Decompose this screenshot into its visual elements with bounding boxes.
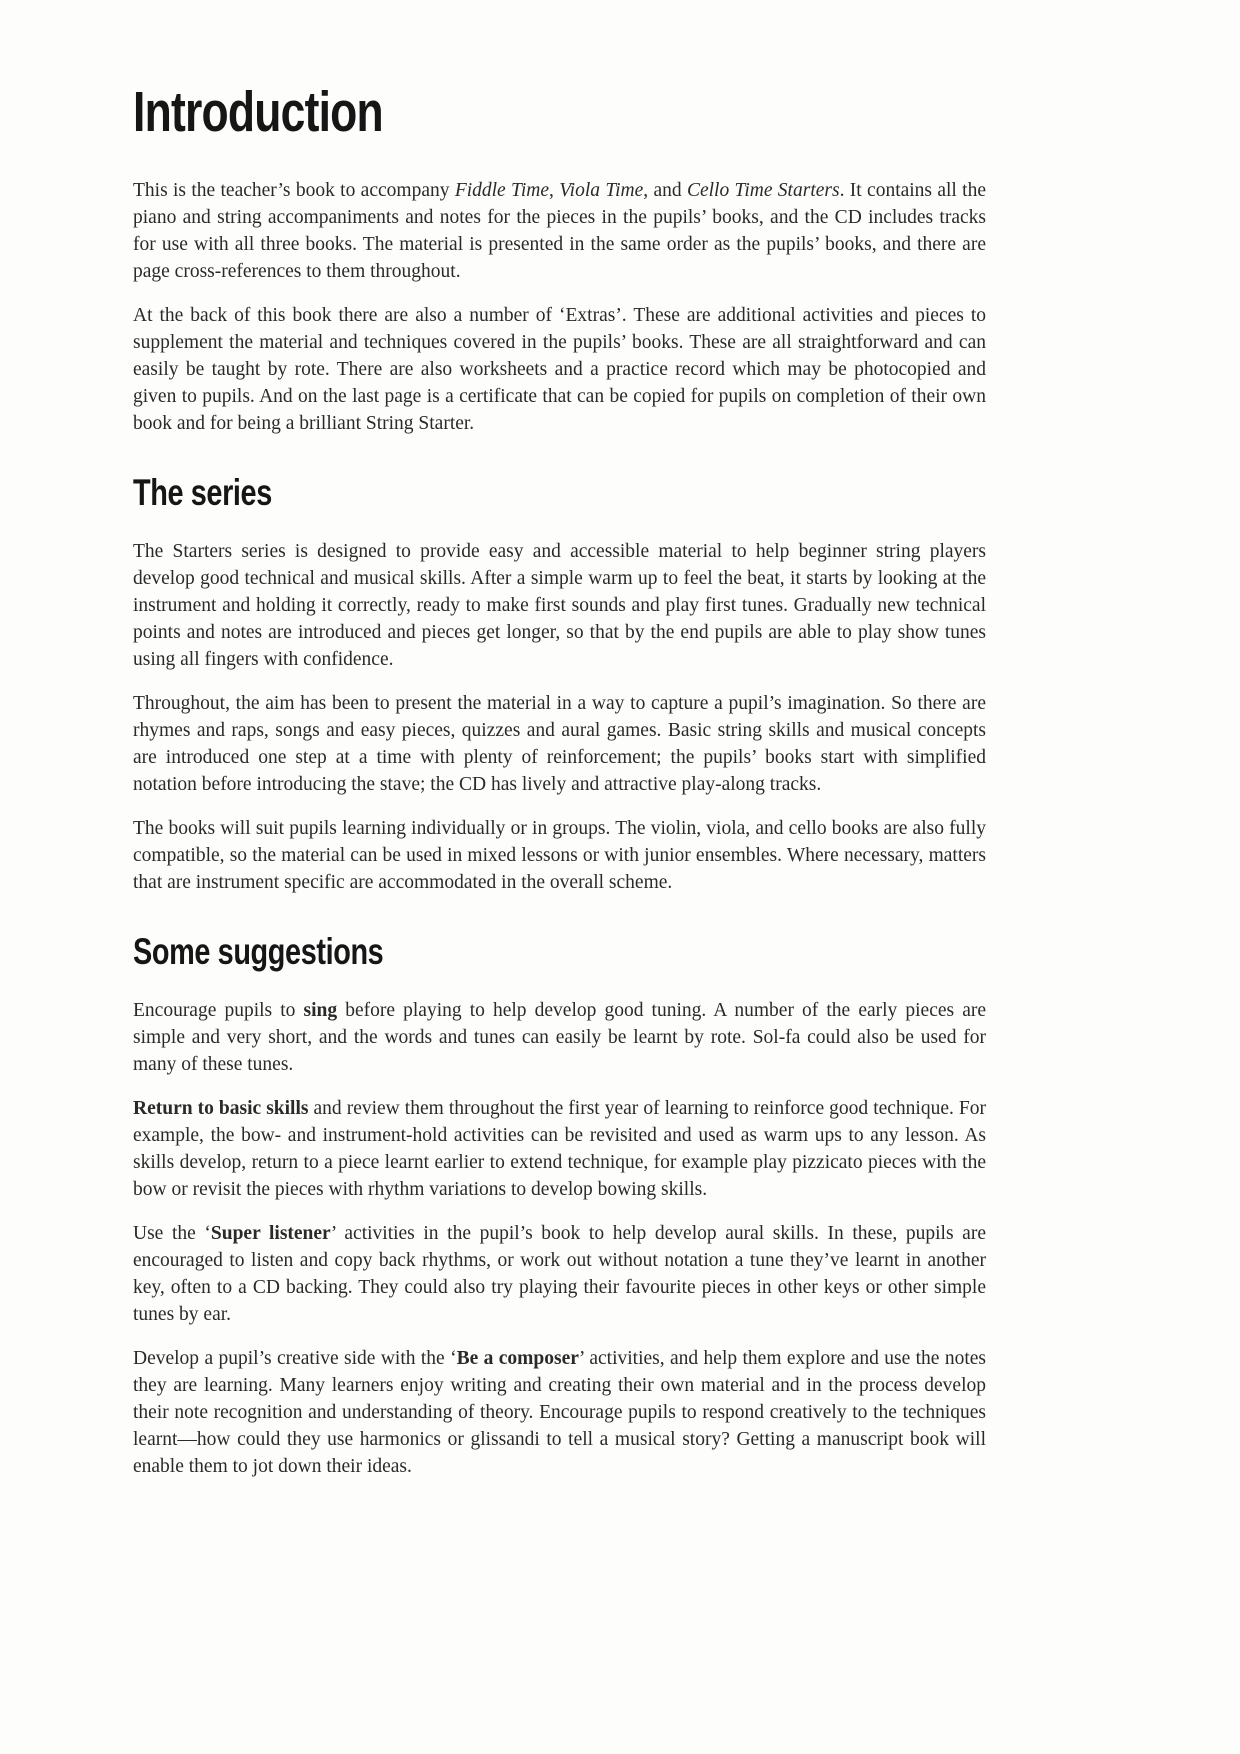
series-paragraph-2: Throughout, the aim has been to present the material in a way to capture a pupil’s imagination. So there are rhymes and raps, songs and easy pieces, quizzes and aural games. Basic string skills and musical concepts are introduced one step at a time with plenty of reinforcement; the pupils’ books start with simplified notation before introducing the stave; the CD has lively and attractive play-along tracks. [133, 693, 986, 795]
page-title-text: Introduction [133, 80, 383, 144]
suggestions-paragraph-1: Encourage pupils to sing before playing to help develop good tuning. A number of the early pieces are simple and very short, and the words and tunes can easily be learnt by rote. Sol-fa could also be used for many of these tunes. [133, 1000, 987, 1075]
page-title [133, 80, 986, 144]
section-heading-some-suggestions [133, 933, 986, 970]
section-heading-the-series-text: The series [133, 472, 272, 513]
intro-paragraph-2: At the back of this book there are also a number of ‘Extras’. These are additional activities and pieces to supplement the material and techniques covered in the pupils’ books. These are all straightforward and can easily be taught by rote. There are also worksheets and a practice record which may be photocopied and given to pupils. And on the last page is a certificate that can be copied for pupils on completion of their own book and for being a brilliant String Starter. [133, 305, 986, 434]
section-heading-the-series [133, 474, 986, 511]
section-heading-some-suggestions-text: Some suggestions [133, 931, 384, 972]
suggestions-paragraph-4: Develop a pupil’s creative side with the ‘Be a composer’ activities, and help them explore and use the notes they are learning. Many learners enjoy writing and creating their own material and in the process develop their note recognition and understanding of theory. Encourage pupils to respond creatively to the techniques learnt—how could they use harmonics or glissandi to tell a musical story? Getting a manuscript book will enable them to jot down their ideas. [133, 1348, 987, 1477]
intro-paragraph-1: This is the teacher’s book to accompany Fiddle Time, Viola Time, and Cello Time Starters. It contains all the piano and string accompaniments and notes for the pieces in the pupils’ books, and the CD includes tracks for use with all three books. The material is presented in the same order as the pupils’ books, and there are page cross-references to them throughout. [133, 180, 987, 282]
suggestions-paragraph-2: Return to basic skills and review them throughout the first year of learning to reinforce good technique. For example, the bow- and instrument-hold activities can be revisited and used as warm ups to any lesson. As skills develop, return to a piece learnt earlier to extend technique, for example play pizzicato pieces with the bow or revisit the pieces with rhythm variations to develop bowing skills. [133, 1098, 986, 1200]
suggestions-paragraph-3: Use the ‘Super listener’ activities in the pupil’s book to help develop aural skills. In these, pupils are encouraged to listen and copy back rhythms, or work out without notation a tune they’ve learnt in another key, often to a CD backing. They could also try playing their favourite pieces in other keys or other simple tunes by ear. [133, 1223, 986, 1325]
page-content [133, 0, 986, 1497]
series-paragraph-3: The books will suit pupils learning individually or in groups. The violin, viola, and cello books are also fully compatible, so the material can be used in mixed lessons or with junior ensembles. Where necessary, matters that are instrument specific are accommodated in the overall scheme. [133, 818, 986, 893]
series-paragraph-1: The Starters series is designed to provide easy and accessible material to help beginner string players develop good technical and musical skills. After a simple warm up to feel the beat, it starts by looking at the instrument and holding it correctly, ready to make first sounds and play first tunes. Gradually new technical points and notes are introduced and pieces get longer, so that by the end pupils are able to play show tunes using all fingers with confidence. [133, 541, 986, 670]
